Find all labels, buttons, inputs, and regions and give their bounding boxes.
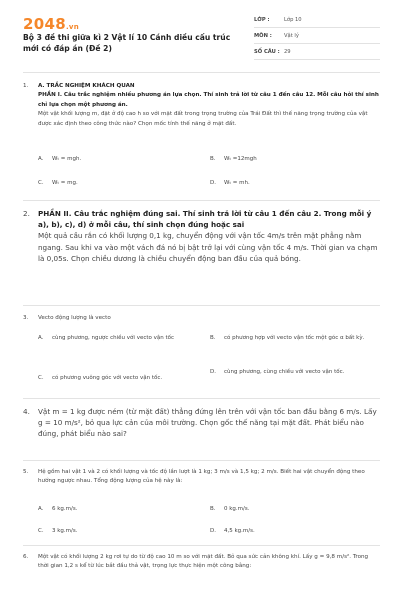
option-b[interactable]: B. 0 kg.m/s.	[210, 506, 250, 512]
question-text: Một vật có khối lượng 2 kg rơi tự do từ độ cao 10 m so với mặt đất. Bỏ qua sức cản không khí. Lấy g = 9,8 m/s². Trong thời gian 1,2 s kể từ lúc bắt đầu thả vật, trọng lực thực hiện một công bằng:	[38, 554, 369, 570]
option-a[interactable]: A. cùng phương, ngược chiều với vecto vận tốc	[38, 335, 175, 341]
option-a[interactable]: A. 6 kg.m/s.	[38, 506, 78, 512]
question-number: 1.	[23, 83, 29, 89]
meta-row-count	[254, 44, 380, 60]
question-2	[23, 208, 380, 264]
document-meta	[254, 12, 380, 60]
header-divider	[23, 72, 380, 73]
question-divider	[23, 460, 380, 461]
site-logo[interactable]	[23, 15, 79, 33]
question-number: 6.	[23, 554, 29, 560]
part-instructions: PHẦN II. Câu trắc nghiệm đúng sai. Thí sinh trả lời từ câu 1 đến câu 2. Trong mỗi ý a), b), c), d) ở mỗi câu, thí sinh chọn đúng hoặc sai	[38, 209, 372, 230]
option-d[interactable]: D. cùng phương, cùng chiều với vecto vận tốc.	[210, 369, 345, 375]
question-text: Hệ gồm hai vật 1 và 2 có khối lượng và tốc độ lần lượt là 1 kg; 3 m/s và 1,5 kg; 2 m/s. Biết hai vật chuyển động theo hướng ngược nhau. Tổng động lượng của hệ này là:	[38, 469, 365, 485]
option-d[interactable]: D. Wₜ = mh.	[210, 180, 250, 186]
option-c[interactable]: C. có phương vuông góc với vecto vận tốc.	[38, 375, 163, 381]
question-divider	[23, 200, 380, 201]
question-number: 5.	[23, 469, 29, 475]
option-c[interactable]: C. Wₜ = mg.	[38, 180, 78, 186]
meta-key: MÔN :	[254, 32, 272, 39]
question-1-options	[38, 155, 395, 185]
meta-key: LỚP :	[254, 16, 270, 23]
option-b[interactable]: B. có phương hợp với vecto vận tốc một góc α bất kỳ.	[210, 335, 365, 341]
meta-value: 29	[284, 48, 291, 55]
logo-suffix: .vn	[65, 23, 80, 31]
option-d[interactable]: D. 4,5 kg.m/s.	[210, 528, 255, 534]
option-c[interactable]: C. 3 kg.m/s.	[38, 528, 78, 534]
question-divider	[23, 398, 380, 399]
question-number: 4.	[23, 407, 30, 416]
question-1	[23, 82, 380, 129]
logo-text: 2048	[23, 15, 66, 33]
part-instructions: PHẦN I. Câu trắc nghiệm nhiều phương án lựa chọn. Thí sinh trả lời từ câu 1 đến câu 12. Mỗi câu hỏi thí sinh chỉ lựa chọn một phương án.	[38, 92, 379, 108]
document-title: Bộ 3 đề thi giữa kì 2 Vật lí 10 Cánh diều cấu trúc mới có đáp án (Đề 2)	[23, 33, 231, 53]
section-heading: A. TRẮC NGHIỆM KHÁCH QUAN	[38, 83, 135, 89]
question-text: Một vật khối lượng m, đặt ở độ cao h so với mặt đất trong trọng trường của Trái Đất thì thế năng trọng trường của vật được xác định theo công thức nào? Chọn mốc tính thế năng ở mặt đất.	[38, 111, 368, 127]
question-number: 3.	[23, 315, 29, 321]
option-b[interactable]: B. Wₜ =12mgh	[210, 156, 257, 162]
question-number: 2.	[23, 209, 30, 218]
question-5	[23, 468, 380, 487]
question-text: Vecto động lượng là vecto	[38, 315, 111, 321]
question-text: Vật m = 1 kg được ném (từ mặt đất) thẳng đứng lên trên với vận tốc ban đầu bằng 6 m/s. Lấy g = 10 m/s², bỏ qua lực cản của môi trường. Chọn gốc thế năng tại mặt đất. Phát biểu nào đúng, phát biểu nào sai?	[38, 407, 377, 439]
question-4	[23, 406, 380, 440]
meta-key: SỐ CÂU :	[254, 48, 280, 55]
meta-row-class	[254, 12, 380, 28]
meta-value: Vật lý	[284, 32, 299, 39]
question-3-options	[38, 334, 378, 394]
question-3	[23, 314, 380, 323]
question-6	[23, 553, 380, 572]
option-a[interactable]: A. Wₜ = mgh.	[38, 156, 82, 162]
question-divider	[23, 545, 380, 546]
meta-value: Lớp 10	[284, 16, 302, 23]
question-text: Một quả cầu rắn có khối lượng 0,1 kg, chuyển động với vận tốc 4m/s trên mặt phẳng nằm ngang. Sau khi va vào một vách đá nó bị bật trở lại với cùng vận tốc 4 m/s. Thời gian va chạm là 0,05s. Chọn chiều dương là chiều chuyển động ban đầu của quả bóng.	[38, 231, 378, 263]
question-divider	[23, 305, 380, 306]
question-5-options	[38, 505, 378, 535]
meta-row-subject	[254, 28, 380, 44]
